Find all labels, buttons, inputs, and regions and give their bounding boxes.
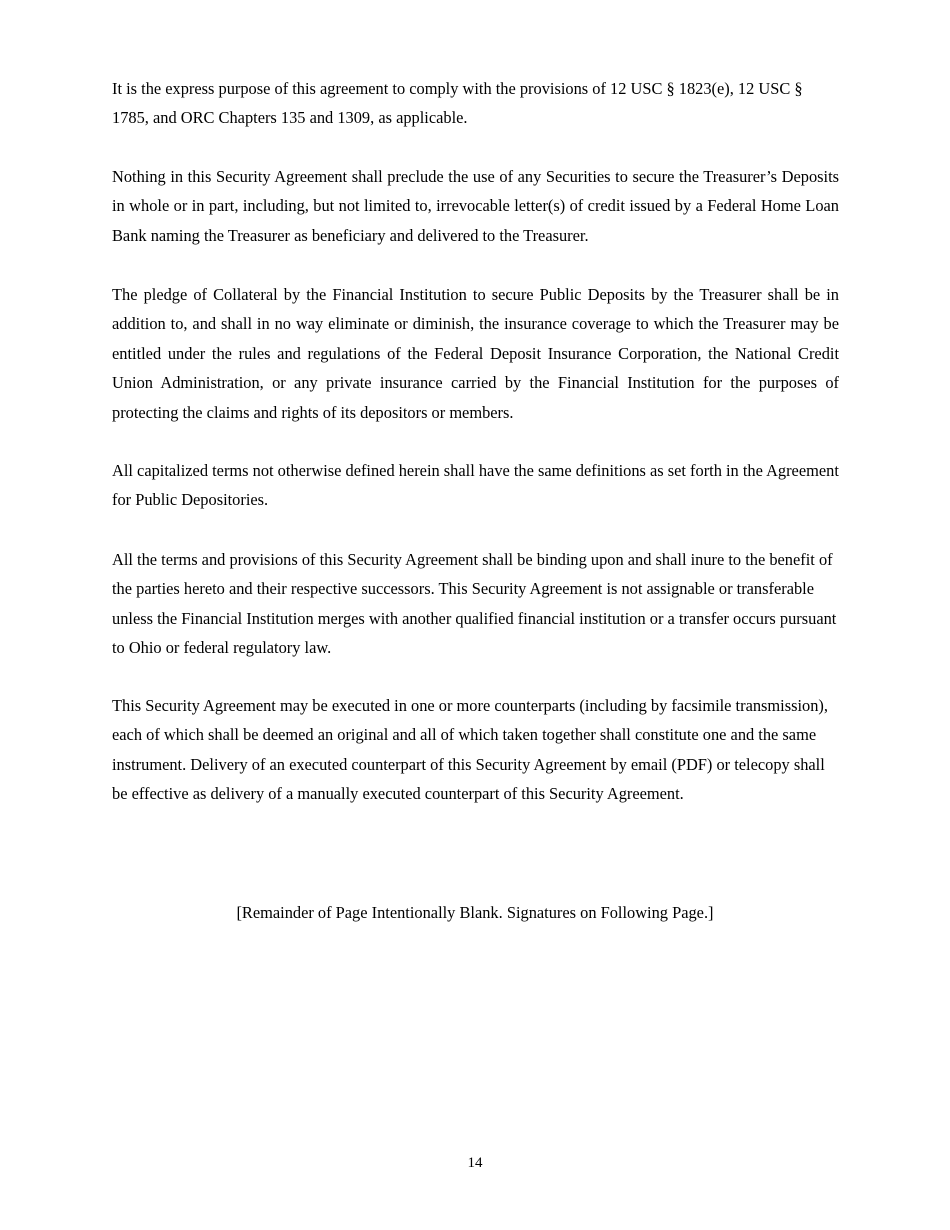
- paragraph-collateral-pledge: The pledge of Collateral by the Financial Institution to secure Public Deposits by the Treasurer shall be in addition to, and shall in no way eliminate or diminish, the insurance coverage to which the Treasurer may be entitled under the rules and regulations of the Federal Deposit Insurance Corporation, the National Credit Union Administration, or any private insurance carried by the Financial Institution for the purposes of protecting the claims and rights of its depositors or members.: [112, 285, 839, 422]
- paragraph-compliance-purpose: It is the express purpose of this agreement to comply with the provisions of 12 USC § 1823(e), 12 USC § 1785, and ORC Chapters 135 and 1309, as applicable.: [112, 79, 803, 128]
- remainder-note: [Remainder of Page Intentionally Blank. Signatures on Following Page.]: [236, 903, 714, 922]
- paragraph-capitalized-terms: All capitalized terms not otherwise defined herein shall have the same definitions as set forth in the Agreement for Public Depositories.: [112, 461, 839, 510]
- page-number: 14: [467, 1155, 483, 1171]
- paragraph-counterparts: This Security Agreement may be executed in one or more counterparts (including by facsimile transmission), each of which shall be deemed an original and all of which taken together shall constitute one and the same instrument. Delivery of an executed counterpart of this Security Agreement by email (PDF) or telecopy shall be effective as delivery of a manually executed counterpart of this Security Agreement.: [112, 696, 828, 804]
- paragraph-binding-terms: All the terms and provisions of this Security Agreement shall be binding upon and shall inure to the benefit of the parties hereto and their respective successors. This Security Agreement is not assignable or transferable unless the Financial Institution merges with another qualified financial institution or a transfer occurs pursuant to Ohio or federal regulatory law.: [112, 550, 837, 658]
- paragraph-securities-use: Nothing in this Security Agreement shall preclude the use of any Securities to secure the Treasurer’s Deposits in whole or in part, including, but not limited to, irrevocable letter(s) of credit issued by a Federal Home Loan Bank naming the Treasurer as beneficiary and delivered to the Treasurer.: [112, 167, 839, 245]
